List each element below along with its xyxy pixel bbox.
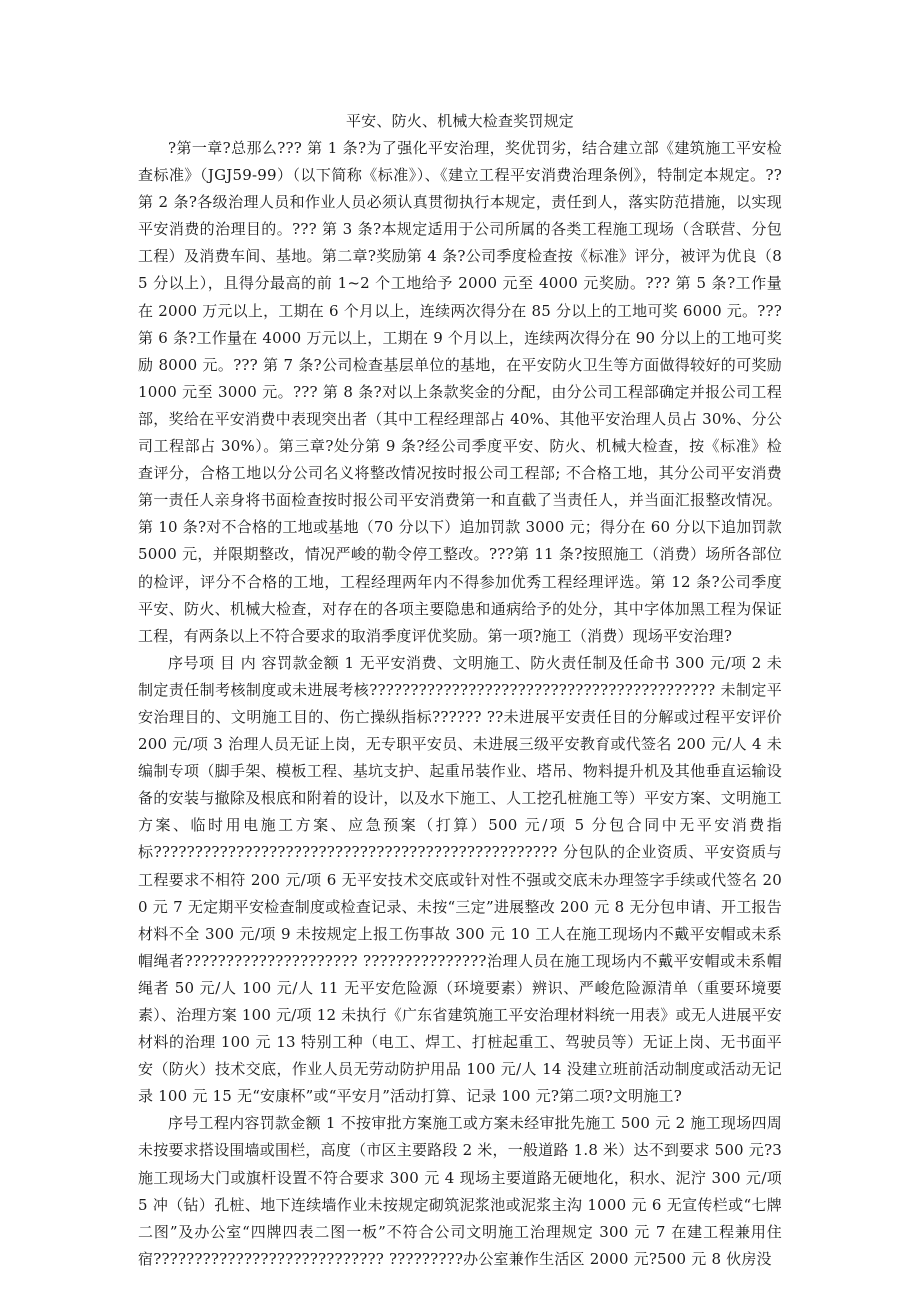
- paragraph-civilized-construction-penalties: 序号工程内容罚款金额 1 不按审批方案施工或方案未经审批先施工 500 元 2 施工现场四周未按要求搭设围墙或围栏，高度（市区主要路段 2 米，一般道路 1.8 米）达不到要求 500 元?3 施工现场大门或旗杆设置不符合要求 300 元 4 现场主要道路无硬地化，积水、泥泞 300 元/项 5 冲（钻）孔桩、地下连续墙作业未按规定砌筑泥浆池或泥浆主沟 1000 元 6 无宣传栏或“七牌二图”及办公室“四牌四表二图一板”不符合公司文明施工治理规定 300 元 7 在建工程兼用住宿???????????????????????????? ?????????办公室兼作生活区 2000 元?500 元 8 伙房没: [138, 1114, 782, 1268]
- paragraph-safety-management-penalties: 序号项 目 内 容罚款金额 1 无平安消费、文明施工、防火责任制及任命书 300 元/项 2 未制定责任制考核制度或未进展考核?????????????????????????????????????????? 未制定平安治理目的、文明施工目的、伤亡操纵指标?????? ??未进展平安责任目的分解或过程平安评价 200 元/项 3 治理人员无证上岗，无专职平安员、未进展三级平安教育或代签名 200 元/人 4 未编制专项（脚手架、模板工程、基坑支护、起重吊装作业、塔吊、物料提升机及其他垂直运输设备的安装与撤除及根底和附着的设计，以及水下施工、人工挖孔桩施工等）平安方案、文明施工方案、临时用电施工方案、应急预案（打算）500 元/项 5 分包合同中无平安消费指标????????????????????????????????????????????????? 分包队的企业资质、平安资质与工程要求不相符 200 元/项 6 无平安技术交底或针对性不强或交底未办理签字手续或代签名 200 元 7 无定期平安检查制度或检查记录、未按“三定”进展整改 200 元 8 无分包申请、开工报告材料不全 300 元/项 9 未按规定上报工伤事故 300 元 10 工人在施工现场内不戴平安帽或未系帽绳者????????????????????? ???????????????治理人员在施工现场内不戴平安帽或未系帽绳者 50 元/人 100 元/人 11 无平安危险源（环境要素）辨识、严峻危险源清单（重要环境要素）、治理方案 100 元/项 12 未执行《广东省建筑施工平安治理材料统一用表》或无人进展平安材料的治理 100 元 13 特别工种（电工、焊工、打桩起重工、驾驶员等）无证上岗、无书面平安（防火）技术交底，作业人员无劳动防护用品 100 元/人 14 没建立班前活动制度或活动无记录 100 元 15 无“安康杯”或“平安月”活动打算、记录 100 元?第二项?文明施工?: [138, 653, 782, 1106]
- document-title: 平安、防火、机械大检查奖罚规定: [345, 112, 574, 130]
- paragraph-general-rules: ?第一章?总那么??? 第 1 条?为了强化平安治理，奖优罚劣，结合建立部《建筑施工平安检查标准》（JGJ59-99）（以下简称《标准》）、《建立工程平安消费治理条例》，特制定本规定。?? 第 2 条?各级治理人员和作业人员必须认真贯彻执行本规定，责任到人，落实防范措施，以实现平安消费的治理目的。??? 第 3 条?本规定适用于公司所属的各类工程施工现场（含联营、分包工程）及消费车间、基地。第二章?奖励第 4 条?公司季度检查按《标准》评分，被评为优良（85 分以上），且得分最高的前 1~2 个工地给予 2000 元至 4000 元奖励。??? 第 5 条?工作量在 2000 万元以上，工期在 6 个月以上，连续两次得分在 85 分以上的工地可奖 6000 元。??? 第 6 条?工作量在 4000 万元以上，工期在 9 个月以上，连续两次得分在 90 分以上的工地可奖励 8000 元。??? 第 7 条?公司检查基层单位的基地，在平安防火卫生等方面做得较好的可奖励 1000 元至 3000 元。??? 第 8 条?对以上条款奖金的分配，由分公司工程部确定并报公司工程部，奖给在平安消费中表现突出者（其中工程经理部占 40%、其他平安治理人员占 30%、分公司工程部占 30%）。第三章?处分第 9 条?经公司季度平安、防火、机械大检查，按《标准》检查评分，合格工地以分公司名义将整改情况按时报公司工程部; 不合格工地，其分公司平安消费第一责任人亲身将书面检查按时报公司平安消费第一和直截了当责任人，并当面汇报整改情况。第 10 条?对不合格的工地或基地（70 分以下）追加罚款 3000 元；得分在 60 分以下追加罚款 5000 元，并限期整改，情况严峻的勒令停工整改。???第 11 条?按照施工（消费）场所各部位的检评，评分不合格的工地，工程经理两年内不得参加优秀工程经理评选。第 12 条?公司季度平安、防火、机械大检查，对存在的各项主要隐患和通病给予的处分，其中字体加黑工程为保证工程，有两条以上不符合要求的取消季度评优奖励。第一项?施工（消费）现场平安治理?: [138, 139, 782, 645]
